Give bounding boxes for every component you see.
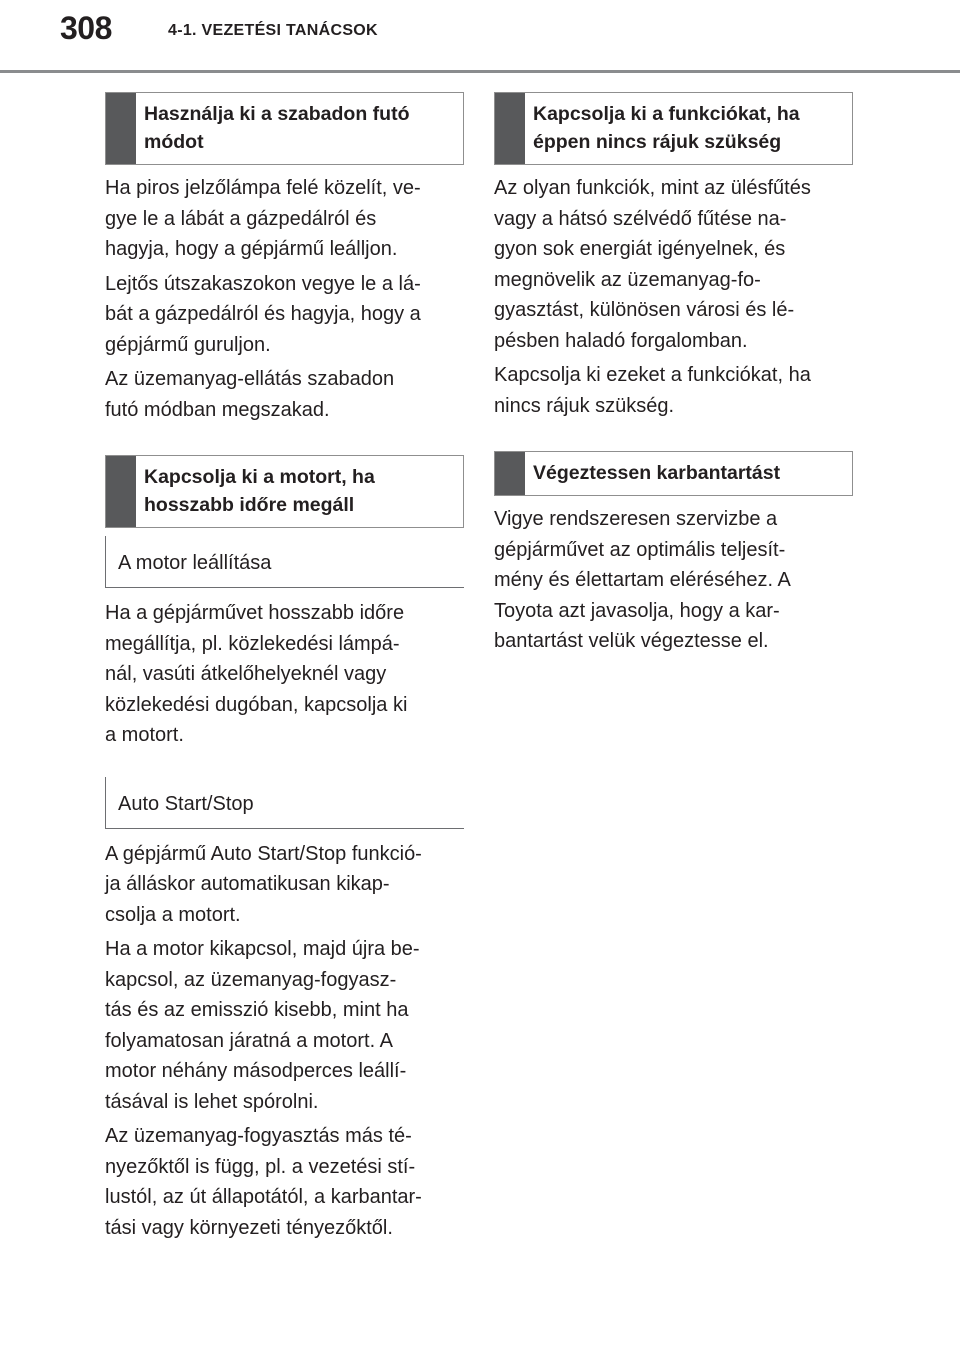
text-line: Ha piros jelzőlámpa felé közelít, ve- — [105, 177, 421, 199]
heading-title: Használja ki a szabadon futó módot — [144, 103, 410, 153]
text-line: Ha a gépjárművet hosszabb időre — [105, 602, 405, 624]
paragraph — [494, 360, 853, 421]
text-line: csolja a motort. — [105, 903, 241, 926]
text-line: közlekedési dugóban, kapcsolja ki — [105, 693, 408, 716]
subheading-auto-start-stop: Auto Start/Stop — [105, 777, 464, 829]
heading-bar — [495, 452, 525, 495]
text-line: kapcsol, az üzemanyag-fogyasz- — [105, 968, 397, 991]
paragraph — [105, 839, 464, 931]
text-line: tásával is lehet spórolni. — [105, 1090, 319, 1113]
text-line: Az olyan funkciók, mint az ülésfűtés — [494, 177, 811, 199]
text-line: ja álláskor automatikusan kikap- — [105, 873, 390, 895]
text-line: tási vagy környezeti tényezőktől. — [105, 1216, 393, 1239]
text-line: gye le a lábát a gázpedálról és — [105, 207, 377, 230]
text-line: bantartást velük végeztesse el. — [494, 630, 769, 652]
paragraph — [105, 1121, 464, 1243]
text-line: futó módban megszakad. — [105, 398, 330, 421]
heading-title: Kapcsolja ki a motort, ha hosszabb időre megáll — [144, 466, 375, 516]
text-line: folyamatosan járatná a motort. A — [105, 1029, 393, 1052]
paragraph — [494, 173, 853, 356]
text-line: A gépjármű Auto Start/Stop funkció- — [105, 842, 422, 865]
text-line: Vigye rendszeresen szervizbe a — [494, 508, 778, 530]
text-line: lustól, az út állapotától, a karbantar- — [105, 1186, 422, 1208]
text-line: Az üzemanyag-ellátás szabadon — [105, 368, 395, 390]
page-number: 308 — [60, 10, 112, 46]
paragraph — [105, 598, 464, 751]
paragraph — [105, 173, 464, 265]
text-line: Toyota azt javasolja, hogy a kar- — [494, 599, 780, 622]
heading-turn-off-functions — [494, 92, 853, 165]
heading-bar — [495, 93, 525, 164]
text-line: pésben haladó forgalomban. — [494, 329, 748, 352]
text-line: nyezőktől is függ, pl. a vezetési stí- — [105, 1155, 416, 1178]
text-line: Ha a motor kikapcsol, majd újra be- — [105, 938, 420, 960]
text-line: bát a gázpedálról és hagyja, hogy a — [105, 303, 421, 325]
text-line: mény és élettartam eléréséhez. A — [494, 569, 791, 591]
text-line: vagy a hátsó szélvédő fűtése na- — [494, 207, 787, 230]
text-line: megnövelik az üzemanyag-fo- — [494, 268, 761, 291]
text-line: gyon sok energiát igényelnek, és — [494, 238, 786, 260]
paragraph — [105, 269, 464, 361]
text-line: megállítja, pl. közlekedési lámpá- — [105, 632, 400, 655]
text-line: Az üzemanyag-fogyasztás más té- — [105, 1125, 412, 1147]
right-column — [494, 92, 853, 657]
left-column — [105, 92, 464, 1243]
text-line: hagyja, hogy a gépjármű leálljon. — [105, 238, 398, 260]
section-title: 4-1. VEZETÉSI TANÁCSOK — [168, 22, 378, 39]
heading-free-running — [105, 92, 464, 165]
heading-stop-engine — [105, 455, 464, 528]
text-line: nincs rájuk szükség. — [494, 394, 675, 417]
heading-maintenance — [494, 451, 853, 496]
header-divider — [0, 70, 960, 73]
text-line: gyasztást, különösen városi és lé- — [494, 299, 795, 321]
text-line: a motort. — [105, 724, 184, 746]
text-line: Lejtős útszakaszokon vegye le a lá- — [105, 272, 421, 295]
text-line: Kapcsolja ki ezeket a funkciókat, ha — [494, 364, 811, 386]
subheading-engine-stop: A motor leállítása — [105, 536, 464, 588]
text-line: nál, vasúti átkelőhelyeknél vagy — [105, 663, 387, 685]
heading-bar — [106, 93, 136, 164]
paragraph — [105, 934, 464, 1117]
text-line: gépjármű guruljon. — [105, 333, 271, 356]
text-line: tás és az emisszió kisebb, mint ha — [105, 999, 409, 1021]
text-line: motor néhány másodperces leállí- — [105, 1060, 407, 1082]
paragraph — [494, 504, 853, 657]
text-line: gépjárművet az optimális teljesít- — [494, 538, 786, 561]
paragraph — [105, 364, 464, 425]
heading-bar — [106, 456, 136, 527]
heading-title: Végeztessen karbantartást — [533, 462, 781, 484]
heading-title: Kapcsolja ki a funkciókat, ha éppen nincs rájuk szükség — [533, 103, 800, 153]
